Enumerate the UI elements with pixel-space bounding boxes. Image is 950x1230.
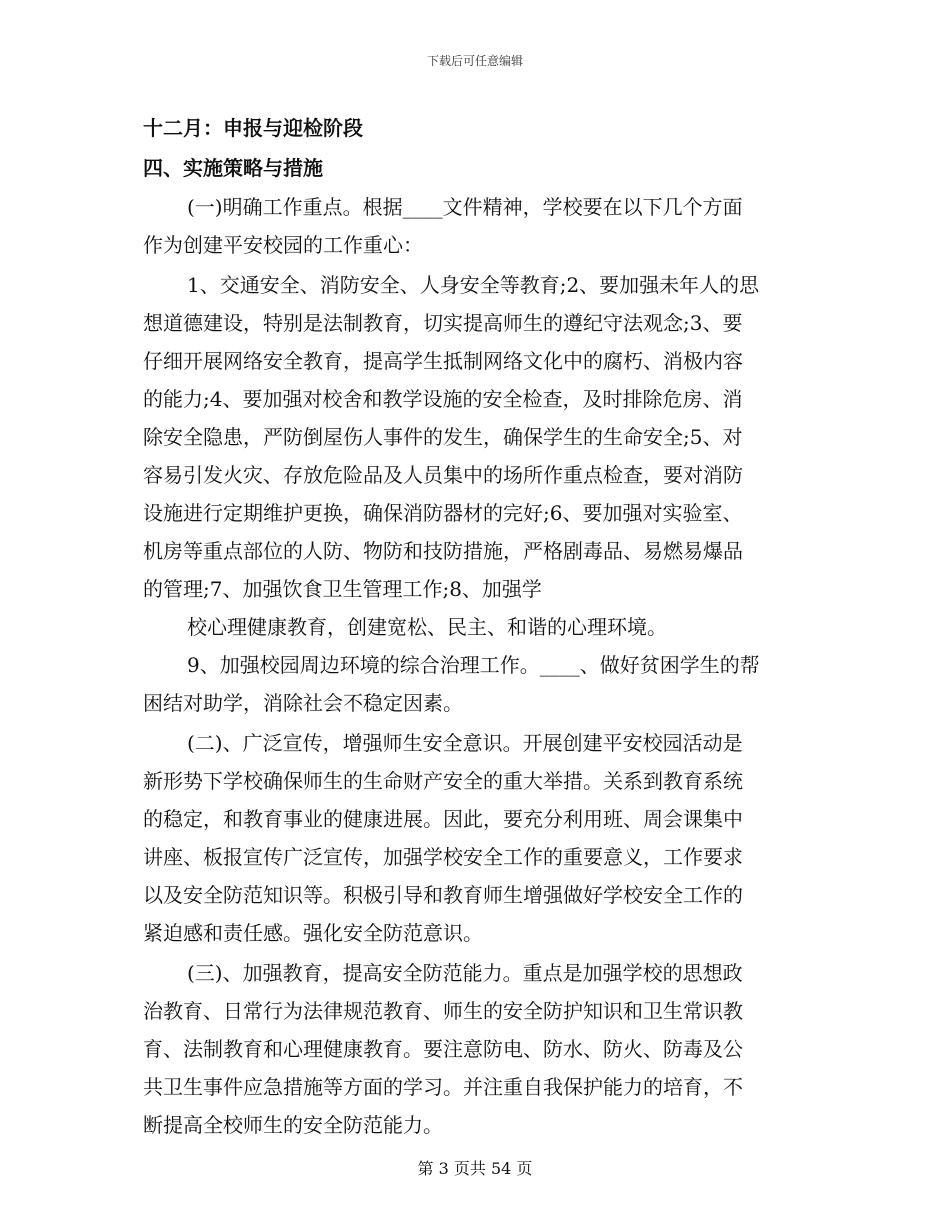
paragraph-line: 作为创建平安校园的工作重心： xyxy=(143,233,423,257)
paragraph-line: 治教育、日常行为法律规范教育、师生的安全防护知识和卫生常识教 xyxy=(143,999,743,1023)
paragraph-line: 断提高全校师生的安全防范能力。 xyxy=(143,1113,443,1137)
paragraph-line: (一)明确工作重点。根据____文件精神，学校要在以下几个方面 xyxy=(187,195,743,219)
paragraph-line: 机房等重点部位的人防、物防和技防措施，严格剧毒品、易燃易爆品 xyxy=(143,539,743,563)
paragraph-line: 讲座、板报宣传广泛宣传，加强学校安全工作的重要意义，工作要求 xyxy=(143,845,743,869)
paragraph-line: 育、法制教育和心理健康教育。要注意防电、防水、防火、防毒及公 xyxy=(143,1037,743,1061)
section-heading-strategies: 四、实施策略与措施 xyxy=(143,156,323,180)
paragraph-line: (三)、加强教育，提高安全防范能力。重点是加强学校的思想政 xyxy=(187,961,743,985)
paragraph-line: 新形势下学校确保师生的生命财产安全的重大举措。关系到教育系统 xyxy=(143,769,743,793)
paragraph-line: 设施进行定期维护更换，确保消防器材的完好;6、要加强对实验室、 xyxy=(143,501,743,525)
paragraph-line: 的稳定，和教育事业的健康进展。因此，要充分利用班、周会课集中 xyxy=(143,807,743,831)
page-number-footer: 第 3 页共 54 页 xyxy=(417,1159,533,1178)
paragraph-line: 容易引发火灾、存放危险品及人员集中的场所作重点检查，要对消防 xyxy=(143,463,743,487)
paragraph-line: 仔细开展网络安全教育，提高学生抵制网络文化中的腐朽、消极内容 xyxy=(143,349,743,373)
paragraph-line: 校心理健康教育，创建宽松、民主、和谐的心理环境。 xyxy=(187,615,667,639)
paragraph-line: 共卫生事件应急措施等方面的学习。并注重自我保护能力的培育，不 xyxy=(143,1075,743,1099)
paragraph-line: 困结对助学，消除社会不稳定因素。 xyxy=(143,691,463,715)
paragraph-line: 1、交通安全、消防安全、人身安全等教育;2、要加强未年人的思 xyxy=(187,273,760,297)
paragraph-line: (二)、广泛宣传，增强师生安全意识。开展创建平安校园活动是 xyxy=(187,731,743,755)
paragraph-line: 9、加强校园周边环境的综合治理工作。____、做好贫困学生的帮 xyxy=(187,653,760,677)
paragraph-line: 除安全隐患，严防倒屋伤人事件的发生，确保学生的生命安全;5、对 xyxy=(143,425,743,449)
paragraph-line: 想道德建设，特别是法制教育，切实提高师生的遵纪守法观念;3、要 xyxy=(143,311,743,335)
paragraph-line: 的管理;7、加强饮食卫生管理工作;8、加强学 xyxy=(143,577,542,601)
paragraph-line: 以及安全防范知识等。积极引导和教育师生增强做好学校安全工作的 xyxy=(143,883,743,907)
page-header: 下载后可任意编辑 xyxy=(426,54,523,68)
document-body xyxy=(143,108,803,1144)
paragraph-line: 紧迫感和责任感。强化安全防范意识。 xyxy=(143,921,483,945)
section-heading-december: 十二月：申报与迎检阶段 xyxy=(143,116,363,140)
paragraph-line: 的能力;4、要加强对校舍和教学设施的安全检查，及时排除危房、消 xyxy=(143,387,743,411)
